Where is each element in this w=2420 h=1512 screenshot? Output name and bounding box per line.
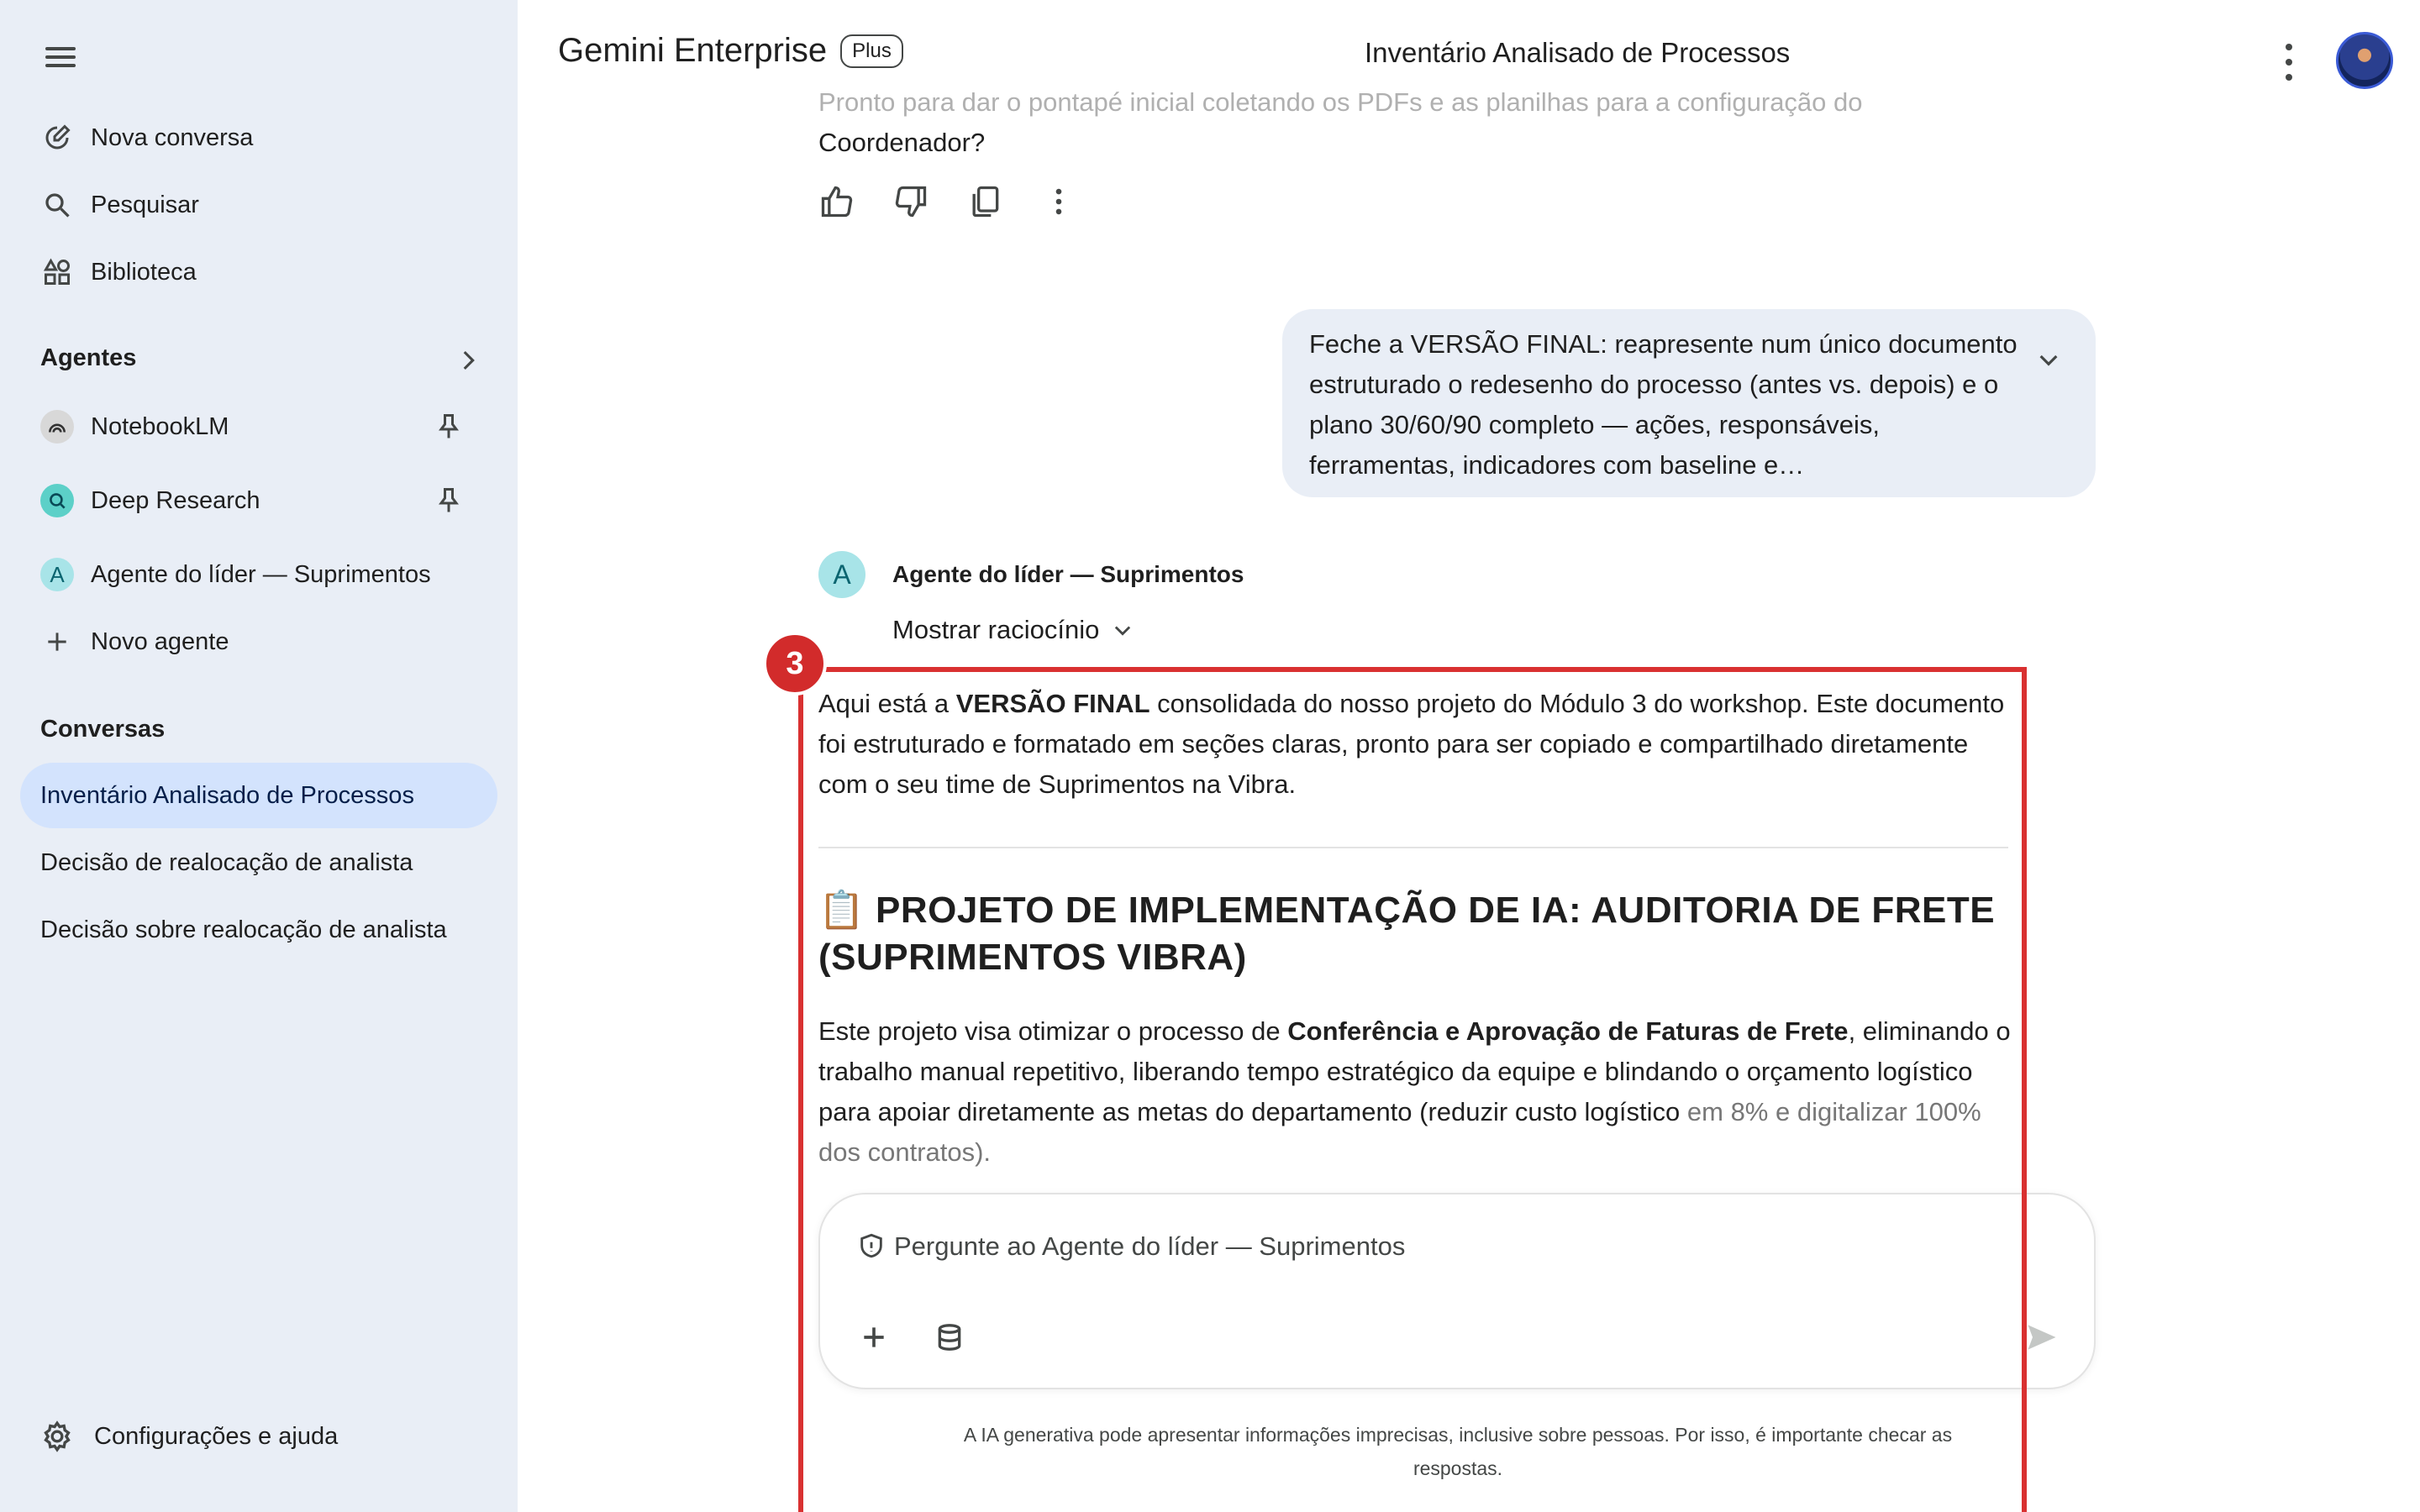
message-actions: [818, 183, 1077, 220]
conversation-label: Decisão sobre realocação de analista: [40, 916, 447, 943]
agent-label: NotebookLM: [91, 412, 229, 440]
deep-research-icon: [40, 484, 74, 517]
chevron-right-icon[interactable]: [454, 346, 482, 375]
agent-label: Deep Research: [91, 486, 260, 514]
body-text-faded: em 8% e digitalizar 100% dos contratos).: [818, 1097, 1981, 1167]
body-text: Este projeto visa otimizar o processo de: [818, 1016, 1288, 1046]
library-icon: [40, 255, 74, 289]
search-label: Pesquisar: [91, 191, 199, 218]
agent-deep-research[interactable]: [20, 470, 497, 531]
agent-name: Agente do líder — Suprimentos: [892, 561, 1244, 587]
conversation-label: Inventário Analisado de Processos: [40, 781, 414, 809]
copy-icon[interactable]: [966, 183, 1003, 220]
step-badge: 3: [763, 632, 827, 696]
settings-button[interactable]: [40, 1420, 338, 1453]
conversation-item[interactable]: [20, 897, 497, 963]
search-icon: [40, 188, 74, 222]
body-text: , eliminando o trabalho manual repetitivo, liberando tempo estratégico da equipe e blindando o orçamento logístico para apoiar diretamente as metas do departamento (reduzir custo logístico: [818, 1016, 2011, 1126]
plus-icon: [40, 625, 74, 659]
show-reasoning-button[interactable]: [892, 615, 1134, 645]
chevron-down-icon[interactable]: [2035, 344, 2062, 371]
disclaimer: A IA generativa pode apresentar informações imprecisas, inclusive sobre pessoas. Por isso, é importante checar as respostas.: [963, 1424, 1953, 1479]
library-label: Biblioteca: [91, 258, 197, 286]
intro-bold: VERSÃO FINAL: [955, 689, 1150, 718]
send-icon[interactable]: [2023, 1319, 2060, 1356]
plan-badge: Plus: [840, 34, 903, 68]
brand-title: [558, 32, 903, 70]
user-message-bubble: [1282, 309, 2096, 497]
menu-icon[interactable]: [40, 40, 81, 74]
agent-label: Agente do líder — Suprimentos: [91, 560, 431, 588]
brand-name: Gemini Enterprise: [558, 32, 828, 69]
clipboard-icon: 📋: [818, 890, 865, 931]
intro-text: consolidada do nosso projeto do Módulo 3 do workshop. Este documento foi estruturado e formatado em seções claras, pronto para ser copiado e compartilhado diretamente com o seu time de Suprimentos na Vibra.: [818, 689, 2005, 799]
conversations-section-title: Conversas: [40, 716, 166, 743]
thumbs-down-icon[interactable]: [892, 183, 929, 220]
conversation-item[interactable]: [20, 830, 497, 895]
more-vert-icon[interactable]: [1040, 183, 1077, 220]
agent-leader-suprimentos[interactable]: [20, 544, 497, 605]
section-heading-text: PROJETO DE IMPLEMENTAÇÃO DE IA: AUDITORIA DE FRETE (SUPRIMENTOS VIBRA): [818, 890, 1996, 978]
user-message-text: Feche a VERSÃO FINAL: reapresente num único documento estruturado o redesenho do processo (antes vs. depois) e o plano 30/60/90 completo — ações, responsáveis, ferramentas, indicadores com baseline e…: [1309, 329, 2018, 480]
page-title: Inventário Analisado de Processos: [1365, 37, 1791, 68]
body-bold: Conferência e Aprovação de Faturas de Frete: [1287, 1016, 1849, 1046]
search-button[interactable]: [20, 175, 497, 235]
intro-text: Aqui está a: [818, 689, 956, 718]
agent-avatar-icon: A: [40, 558, 74, 591]
sidebar: [0, 0, 518, 1512]
conversation-label: Decisão de realocação de analista: [40, 848, 413, 876]
thumbs-up-icon[interactable]: [818, 183, 855, 220]
gear-icon: [40, 1420, 74, 1453]
library-button[interactable]: [20, 242, 497, 302]
avatar[interactable]: [2336, 32, 2393, 89]
pin-icon[interactable]: [434, 486, 464, 516]
agent-notebooklm[interactable]: [20, 396, 497, 457]
pin-icon[interactable]: [434, 412, 464, 442]
more-options-icon[interactable]: [2272, 44, 2306, 81]
previous-message-text: Coordenador?: [818, 128, 986, 157]
new-chat-label: Nova conversa: [91, 123, 254, 151]
new-chat-button[interactable]: [20, 108, 497, 168]
conversation-item[interactable]: [20, 763, 497, 828]
previous-message-faded-line: Pronto para dar o pontapé inicial coletando os PDFs e as planilhas para a configuração do: [818, 87, 1863, 117]
chevron-down-icon: [1111, 618, 1134, 642]
agents-section-title: Agentes: [40, 344, 137, 371]
agent-header: [818, 551, 1244, 598]
new-agent-button[interactable]: [20, 612, 497, 672]
new-agent-label: Novo agente: [91, 627, 229, 655]
agent-avatar: A: [818, 551, 865, 598]
show-reasoning-label: Mostrar raciocínio: [892, 615, 1100, 644]
notebooklm-icon: [40, 410, 74, 444]
edit-icon: [40, 121, 74, 155]
settings-label: Configurações e ajuda: [94, 1422, 339, 1450]
highlight-box: [798, 667, 2027, 1512]
